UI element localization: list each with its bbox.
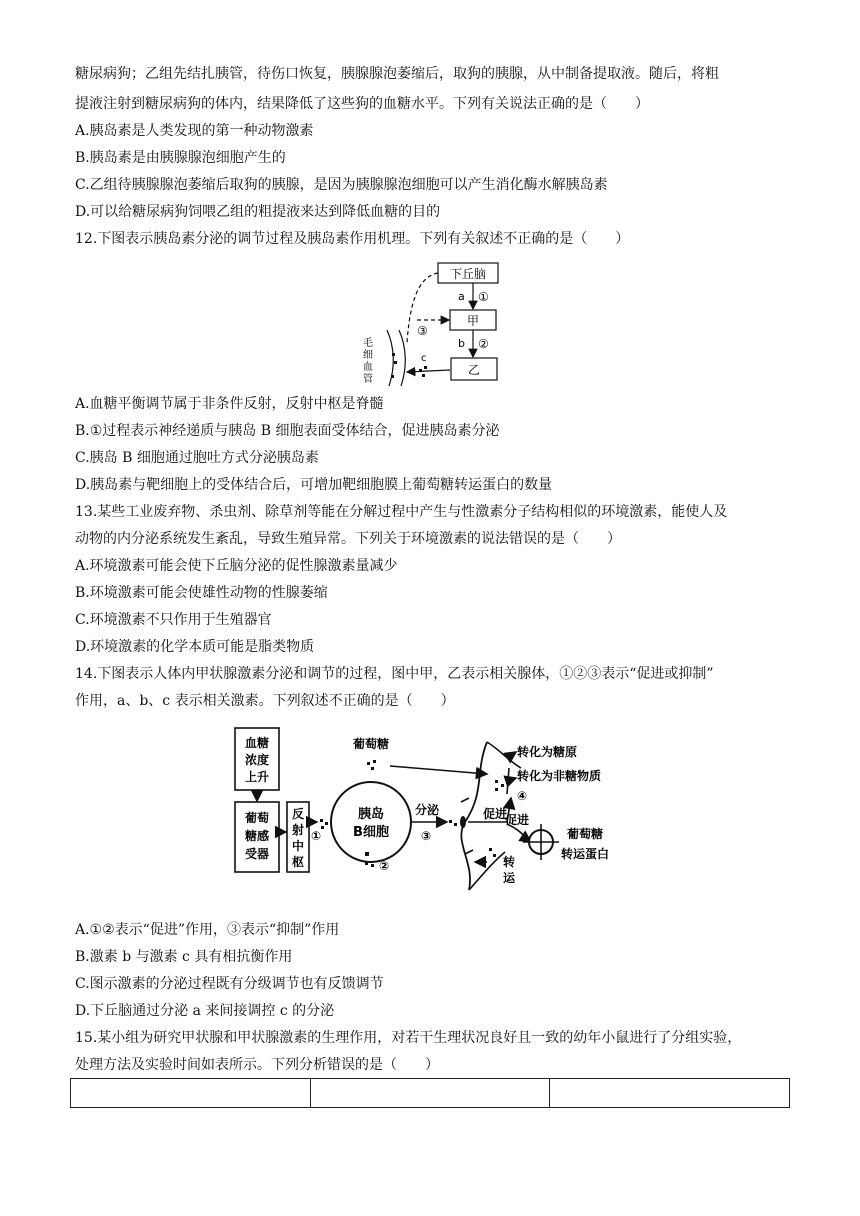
q14-option-b: B.激素 b 与激素 c 具有相抗衡作用 — [75, 949, 293, 965]
q13-stem-line-2: 动物的内分泌系统发生紊乱，导致生殖异常。下列关于环境激素的说法错误的是（ ） — [75, 531, 621, 547]
q15-stem-line-2: 处理方法及实验时间如表所示。下列分析错误的是（ ） — [75, 1057, 439, 1073]
box2-line-1: 葡萄 — [244, 811, 270, 825]
q14-diagram — [225, 722, 645, 902]
yi-label: 乙 — [467, 363, 481, 377]
box2-line-3: 受器 — [244, 847, 270, 861]
q14-stem-line-2: 作用，a、b、c 表示相关激素。下列叙述不正确的是（ ） — [75, 693, 455, 709]
q12-option-d: D.胰岛素与靶细胞上的受体结合后，可增加靶细胞膜上葡萄糖转运蛋白的数量 — [75, 477, 553, 493]
box2-line-2: 糖感 — [244, 829, 270, 843]
q12-diagram — [355, 258, 515, 390]
box3-char-3: 中 — [291, 839, 305, 853]
q11-stem-line-1: 糖尿病狗；乙组先结扎胰管，待伤口恢复，胰腺腺泡萎缩后，取狗的胰腺，从中制备提取液。随后，将粗 — [75, 66, 719, 82]
promote-label-1: 促进 — [483, 807, 508, 821]
q11-option-d: D.可以给糖尿病狗饲喂乙组的粗提液来达到降低血糖的目的 — [75, 204, 441, 220]
secrete-label: 分泌 — [414, 803, 440, 817]
capillary-char-3: 血 — [363, 362, 373, 373]
box1-line-1: 血糖 — [244, 736, 270, 750]
transport-char-1: 转 — [503, 855, 516, 869]
m1: ① — [311, 829, 322, 843]
q12-option-b: B.①过程表示神经递质与胰岛 B 细胞表面受体结合，促进胰岛素分泌 — [75, 423, 500, 439]
m2: ② — [379, 859, 390, 873]
q14-option-a: A.①②表示“促进”作用，③表示“抑制”作用 — [75, 922, 340, 938]
promote-label-2: 促进 — [505, 813, 530, 827]
to-glycogen-label: 转化为糖原 — [517, 745, 578, 759]
capillary-char-2: 细 — [363, 350, 373, 361]
m3: ③ — [421, 829, 432, 843]
q11-option-a: A.胰岛素是人类发现的第一种动物激素 — [75, 123, 314, 139]
q14-option-c: C.图示激素的分泌过程既有分级调节也有反馈调节 — [75, 976, 384, 992]
q13-stem-line-1: 13.某些工业废弃物、杀虫剂、除草剂等能在分解过程中产生与性激素分子结构相似的环境激素，能使人及 — [75, 504, 728, 520]
box1-line-3: 上升 — [244, 770, 270, 784]
jia-label: 甲 — [466, 314, 480, 328]
q13-option-c: C.环境激素不只作用于生殖器官 — [75, 612, 272, 628]
q13-option-b: B.环境激素可能会使雄性动物的性腺萎缩 — [75, 585, 328, 601]
label-a: a — [458, 290, 465, 303]
table-cell — [310, 1079, 550, 1108]
box3-char-2: 射 — [291, 823, 305, 837]
q13-option-d: D.环境激素的化学本质可能是脂类物质 — [75, 639, 315, 655]
mark-2: ② — [478, 337, 489, 351]
cell-line-2: B细胞 — [353, 825, 389, 840]
box3-char-4: 枢 — [291, 855, 305, 869]
q15-stem-line-1: 15.某小组为研究甲状腺和甲状腺激素的生理作用，对若干生理状况良好且一致的幼年小鼠进行了分组实验， — [75, 1030, 742, 1046]
m4: ④ — [517, 789, 528, 803]
glucose-top-label: 葡萄糖 — [352, 737, 390, 751]
q12-stem: 12.下图表示胰岛素分泌的调节过程及胰岛素作用机理。下列有关叙述不正确的是（ ） — [75, 231, 630, 247]
q14-option-d: D.下丘脑通过分泌 a 来间接调控 c 的分泌 — [75, 1003, 335, 1019]
label-c: c — [421, 353, 427, 364]
q12-option-c: C.胰岛 B 细胞通过胞吐方式分泌胰岛素 — [75, 450, 319, 466]
label-b: b — [458, 337, 465, 350]
capillary-char-1: 毛 — [363, 338, 373, 349]
mark-1: ① — [478, 290, 489, 304]
table-cell — [71, 1079, 311, 1108]
table-cell — [550, 1079, 790, 1108]
q11-stem-line-2: 提液注射到糖尿病狗的体内，结果降低了这些狗的血糖水平。下列有关说法正确的是（ ） — [75, 96, 649, 112]
q14-stem-line-1: 14.下图表示人体内甲状腺激素分泌和调节的过程，图中甲，乙表示相关腺体，①②③表示“促进或抑制” — [75, 666, 714, 682]
box3-char-1: 反 — [291, 807, 305, 821]
q15-table — [70, 1078, 790, 1108]
capillary-char-4: 管 — [363, 374, 373, 385]
to-nonsugar-label: 转化为非糖物质 — [517, 769, 602, 783]
hypothalamus-label: 下丘脑 — [449, 267, 487, 281]
q11-option-c: C.乙组待胰腺腺泡萎缩后取狗的胰腺，是因为胰腺腺泡细胞可以产生消化酶水解胰岛素 — [75, 177, 608, 193]
mark-3: ③ — [417, 324, 428, 338]
table-row — [71, 1079, 790, 1108]
q11-option-b: B.胰岛素是由胰腺腺泡细胞产生的 — [75, 150, 286, 166]
transport-char-2: 运 — [503, 871, 516, 885]
glut-line-2: 转运蛋白 — [560, 847, 610, 861]
q13-option-a: A.环境激素可能会使下丘脑分泌的促性腺激素量减少 — [75, 558, 398, 574]
box1-line-2: 浓度 — [244, 753, 270, 767]
beta-cell — [331, 782, 411, 862]
cell-line-1: 胰岛 — [357, 807, 385, 822]
glut-line-1: 葡萄糖 — [566, 827, 604, 841]
q12-option-a: A.血糖平衡调节属于非条件反射，反射中枢是脊髓 — [75, 396, 384, 412]
